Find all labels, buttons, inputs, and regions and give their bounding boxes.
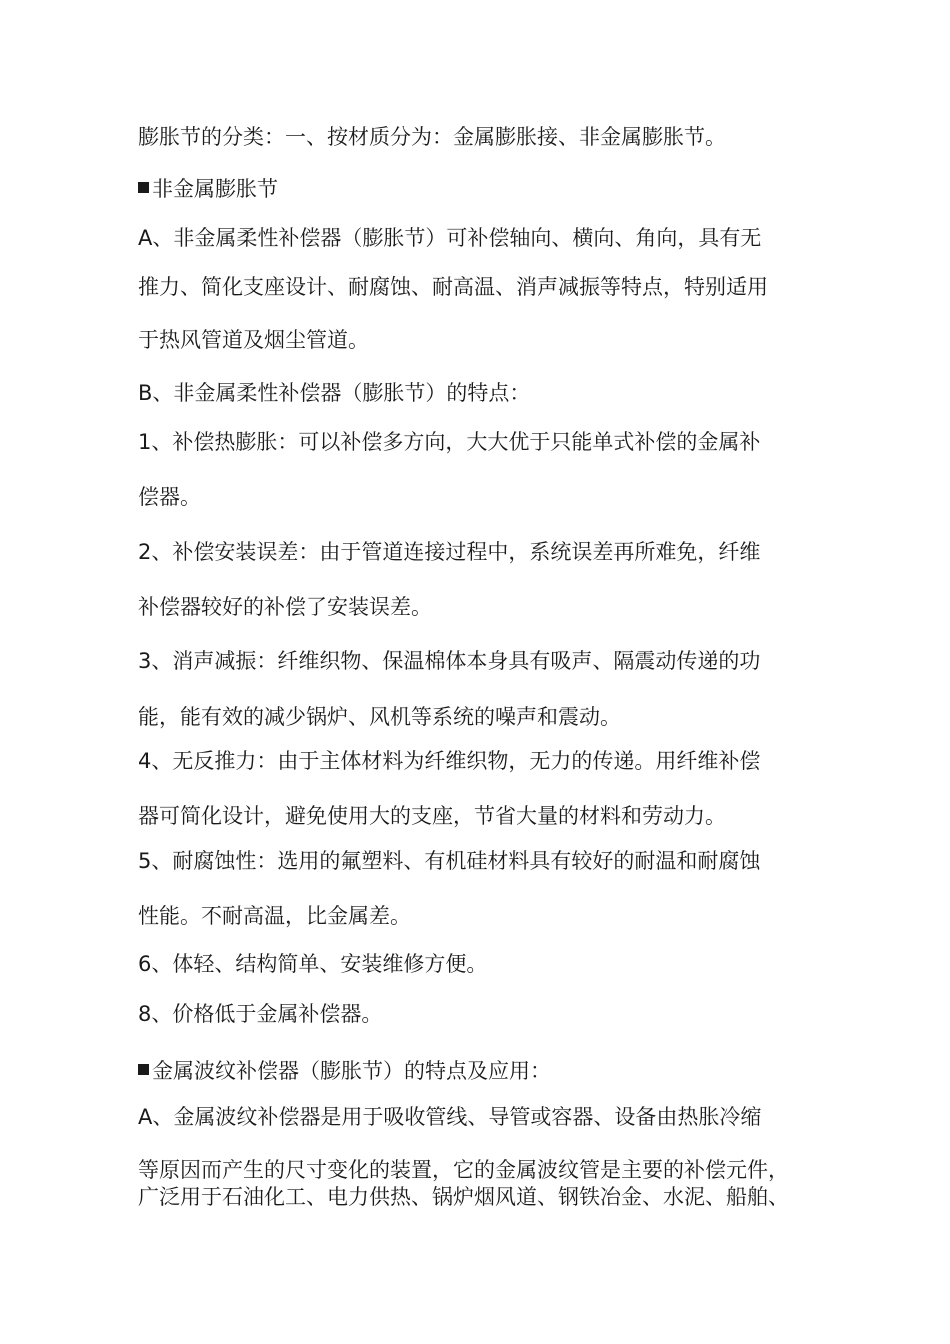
paragraph-a-line-1: A、非金属柔性补偿器（膨胀节）可补偿轴向、横向、角向，具有无 (138, 226, 762, 250)
point-5-line-1: 5、耐腐蚀性：选用的氟塑料、有机硅材料具有较好的耐温和耐腐蚀 (138, 849, 761, 873)
point-3-line-1: 3、消声减振：纤维织物、保温棉体本身具有吸声、隔震动传递的功 (138, 649, 761, 673)
bullet-square-icon (138, 182, 149, 193)
nonmetal-heading-text: 非金属膨胀节 (152, 177, 278, 201)
point-4-line-1: 4、无反推力：由于主体材料为纤维织物，无力的传递。用纤维补偿 (138, 749, 761, 773)
point-5-line-2: 性能。不耐高温，比金属差。 (138, 904, 411, 928)
metal-paragraph-a-line-2: 等原因而产生的尺寸变化的装置，它的金属波纹管是主要的补偿元件， (138, 1158, 789, 1182)
paragraph-a-line-2: 推力、简化支座设计、耐腐蚀、耐高温、消声减振等特点，特别适用 (138, 275, 768, 299)
point-2-line-2: 补偿器较好的补偿了安装误差。 (138, 595, 432, 619)
point-1-line-1: 1、补偿热膨胀：可以补偿多方向，大大优于只能单式补偿的金属补 (138, 430, 761, 454)
intro-line: 膨胀节的分类：一、按材质分为：金属膨胀接、非金属膨胀节。 (138, 125, 726, 149)
metal-heading-text: 金属波纹补偿器（膨胀节）的特点及应用： (152, 1059, 551, 1083)
point-2-line-1: 2、补偿安装误差：由于管道连接过程中，系统误差再所难免，纤维 (138, 540, 761, 564)
point-1-line-2: 偿器。 (138, 485, 201, 509)
point-3-line-2: 能，能有效的减少锅炉、风机等系统的噪声和震动。 (138, 705, 621, 729)
bullet-square-icon (138, 1064, 149, 1075)
paragraph-b-line: B、非金属柔性补偿器（膨胀节）的特点： (138, 381, 531, 405)
point-4-line-2: 器可简化设计，避免使用大的支座，节省大量的材料和劳动力。 (138, 804, 726, 828)
nonmetal-heading (138, 175, 278, 203)
metal-heading (138, 1057, 551, 1085)
point-8-line: 8、价格低于金属补偿器。 (138, 1002, 383, 1026)
paragraph-a-line-3: 于热风管道及烟尘管道。 (138, 328, 369, 352)
metal-paragraph-a-line-3: 广泛用于石油化工、电力供热、锅炉烟风道、钢铁冶金、水泥、船舶、 (138, 1185, 789, 1209)
metal-paragraph-a-line-1: A、金属波纹补偿器是用于吸收管线、导管或容器、设备由热胀冷缩 (138, 1105, 762, 1129)
point-6-line: 6、体轻、结构简单、安装维修方便。 (138, 952, 488, 976)
